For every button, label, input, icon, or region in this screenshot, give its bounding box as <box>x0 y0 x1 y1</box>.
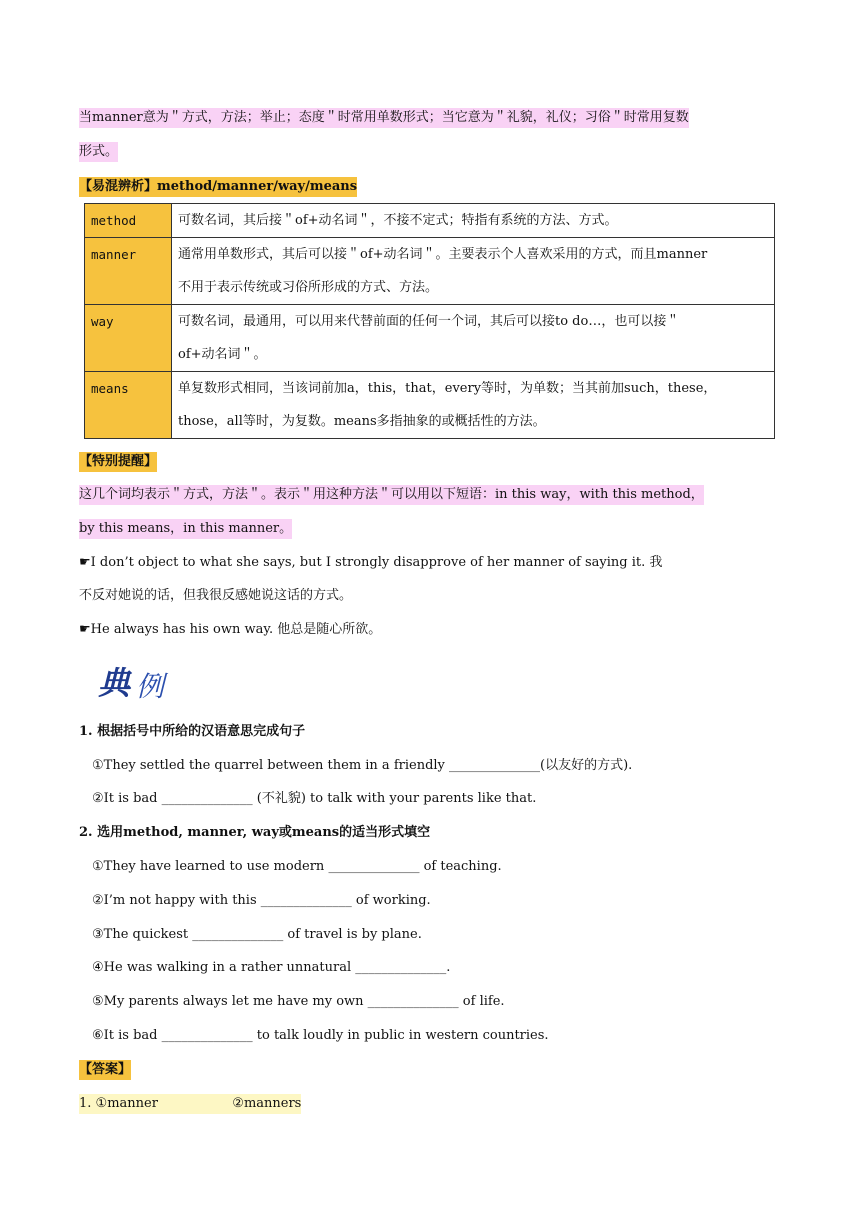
definition-line: those，all等时，为复数。means多指抽象的或概括性的方法。 <box>178 414 546 429</box>
definition-cell <box>172 204 775 238</box>
answers-line-1: 1. ①manner ②manners <box>79 1094 301 1114</box>
definition-line: of+动名词＂。 <box>178 347 267 362</box>
question-2-item: ④He was walking in a rather unnatural ______________. <box>92 960 451 975</box>
reminder-line-2: by this means，in this manner。 <box>79 519 292 539</box>
definition-cell <box>172 305 775 372</box>
comparison-table <box>84 203 775 439</box>
table-row <box>85 238 775 305</box>
question-2-item: ①They have learned to use modern ______________ of teaching. <box>92 859 502 874</box>
reminder-line-1: 这几个词均表示＂方式，方法＂。表示＂用这种方法＂可以用以下短语：in this way，with this method， <box>79 485 704 505</box>
question-1-item: ②It is bad ______________ (不礼貌) to talk with your parents like that. <box>92 791 537 806</box>
question-2-item: ②I’m not happy with this ______________ of working. <box>92 893 431 908</box>
definition-line: 通常用单数形式，其后可以接＂of+动名词＂。主要表示个人喜欢采用的方式，而且manner <box>178 247 708 262</box>
question-2-title: 2. 选用method, manner, way或means的适当形式填空 <box>79 825 431 840</box>
example-1-line-1: ☛I don’t object to what she says, but I strongly disapprove of her manner of saying it. 我 <box>79 555 663 570</box>
question-2-item: ⑤My parents always let me have my own ______________ of life. <box>92 994 505 1009</box>
term-cell: manner <box>85 238 172 305</box>
answers-title: 【答案】 <box>79 1060 131 1080</box>
example-1-line-2: 不反对她说的话，但我很反感她说这话的方式。 <box>79 588 353 603</box>
question-2-item: ③The quickest ______________ of travel is by plane. <box>92 927 422 942</box>
definition-line: 可数名词，最通用，可以用来代替前面的任何一个词，其后可以接to do…，也可以接＂ <box>178 314 680 329</box>
term-cell: way <box>85 305 172 372</box>
definition-line: 单复数形式相同，当该词前加a，this，that，every等时，为单数；当其前加such，these， <box>178 381 717 396</box>
question-2-item: ⑥It is bad ______________ to talk loudly in public in western countries. <box>92 1028 549 1043</box>
examples-logo-icon <box>92 658 180 706</box>
definition-line: 不用于表示传统或习俗所形成的方式、方法。 <box>178 280 439 295</box>
table-row <box>85 204 775 238</box>
term-cell: means <box>85 372 172 439</box>
example-2: ☛He always has his own way. 他总是随心所欲。 <box>79 622 382 637</box>
definition-cell <box>172 238 775 305</box>
question-1-item: ①They settled the quarrel between them in a friendly ______________(以友好的方式). <box>92 758 633 773</box>
term-cell: method <box>85 204 172 238</box>
svg-text:例: 例 <box>136 670 165 703</box>
confusion-title: 【易混辨析】method/manner/way/means <box>79 177 357 197</box>
table-row <box>85 305 775 372</box>
intro-line-2: 形式。 <box>79 142 118 162</box>
svg-text:典: 典 <box>98 664 131 702</box>
intro-line-1: 当manner意为＂方式，方法；举止；态度＂时常用单数形式；当它意为＂礼貌，礼仪；习俗＂时常用复数 <box>79 108 689 128</box>
definition-line: 可数名词，其后接＂of+动名词＂，不接不定式；特指有系统的方法、方式。 <box>178 213 618 228</box>
table-row <box>85 372 775 439</box>
question-1-title: 1. 根据括号中所给的汉语意思完成句子 <box>79 724 306 739</box>
definition-cell <box>172 372 775 439</box>
reminder-title: 【特别提醒】 <box>79 452 157 472</box>
